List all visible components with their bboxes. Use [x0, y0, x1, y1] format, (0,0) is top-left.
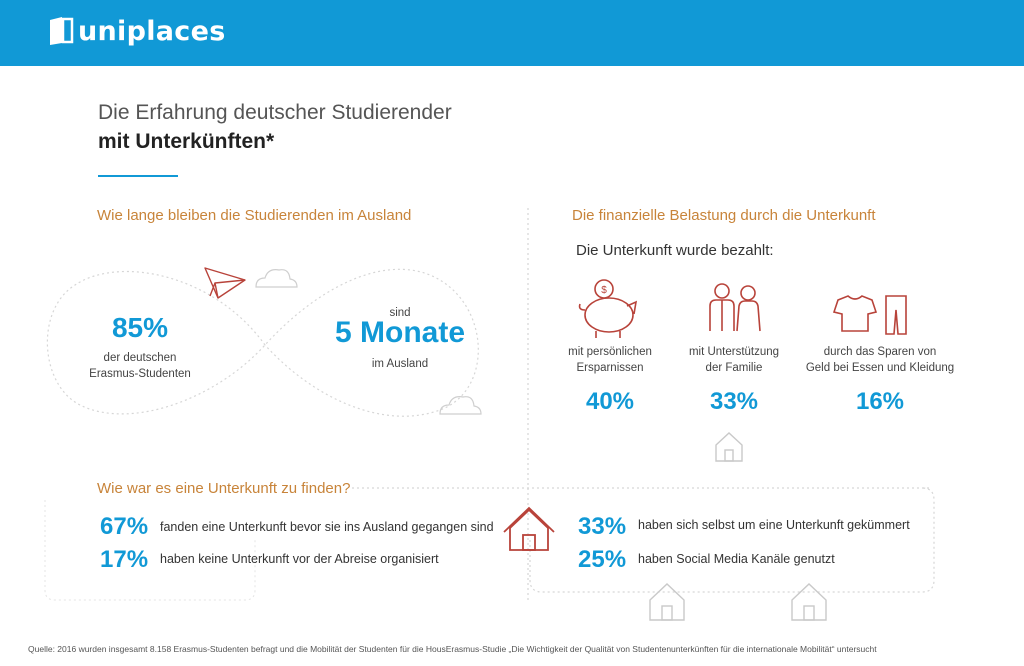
finance-item-value: 40%	[585, 388, 635, 415]
stay-left-label-1: der deutschen	[103, 352, 177, 364]
finance-item-label-2: Ersparnissen	[576, 362, 644, 374]
house-icon	[792, 584, 826, 620]
finding-left-text: fanden eine Unterkunft bevor sie ins Ausland gegangen sind	[160, 520, 494, 534]
finding-left-text: haben keine Unterkunft vor der Abreise organisiert	[160, 552, 439, 566]
finance-item-value: 16%	[855, 388, 905, 415]
house-icon	[504, 508, 554, 550]
cloud-icon	[256, 270, 297, 287]
source-footnote: Quelle: 2016 wurden insgesamt 8.158 Erasmus-Studenten befragt und die Mobilität der Studenten für die HousErasmus-Studie „Die Wichtigkeit der Qualität von Studentenunterkünften für die internationale Mobilität“ untersucht	[28, 644, 877, 654]
finance-item-value: 33%	[709, 388, 759, 415]
finding-left-value: 17%	[100, 546, 149, 573]
stay-left-value: 85%	[111, 312, 169, 343]
brand-name: uniplaces	[78, 16, 226, 47]
finding-heading: Wie war es eine Unterkunft zu finden?	[97, 480, 351, 497]
finding-right-text: haben sich selbst um eine Unterkunft gekümmert	[638, 518, 910, 532]
cloud-icon	[440, 397, 481, 414]
family-icon	[710, 284, 760, 331]
piggy-bank-icon	[580, 280, 636, 338]
finding-right-value: 33%	[578, 513, 627, 540]
finance-subheading: Die Unterkunft wurde bezahlt:	[576, 242, 774, 259]
finding-right-text: haben Social Media Kanäle genutzt	[638, 552, 835, 566]
clothes-icon	[834, 296, 906, 334]
title-underline	[98, 175, 178, 177]
page-title-line1: Die Erfahrung deutscher Studierender	[98, 101, 452, 124]
left-frame	[45, 500, 255, 600]
svg-text:$: $	[601, 285, 607, 296]
finance-item-label-1: durch das Sparen von	[823, 346, 937, 358]
house-icon	[650, 584, 684, 620]
finance-item-label-2: Geld bei Essen und Kleidung	[805, 362, 955, 374]
finance-item-label-1: mit persönlichen	[568, 346, 652, 358]
finance-item-label-1: mit Unterstützung	[688, 346, 780, 358]
stay-mid-word: sind	[389, 307, 411, 319]
page-title-line2: mit Unterkünften*	[98, 130, 275, 153]
finance-item-label-2: der Familie	[705, 362, 763, 374]
finding-left-value: 67%	[100, 513, 149, 540]
paper-plane-icon	[205, 268, 245, 298]
finance-heading: Die finanzielle Belastung durch die Unterkunft	[572, 207, 876, 224]
stay-right-value: 5 Monate	[334, 316, 466, 349]
house-icon	[716, 433, 742, 461]
stay-heading: Wie lange bleiben die Studierenden im Ausland	[97, 207, 412, 224]
finding-right-value: 25%	[578, 546, 627, 573]
stay-left-label-2: Erasmus-Studenten	[89, 368, 191, 380]
stay-right-label: im Ausland	[371, 358, 429, 370]
